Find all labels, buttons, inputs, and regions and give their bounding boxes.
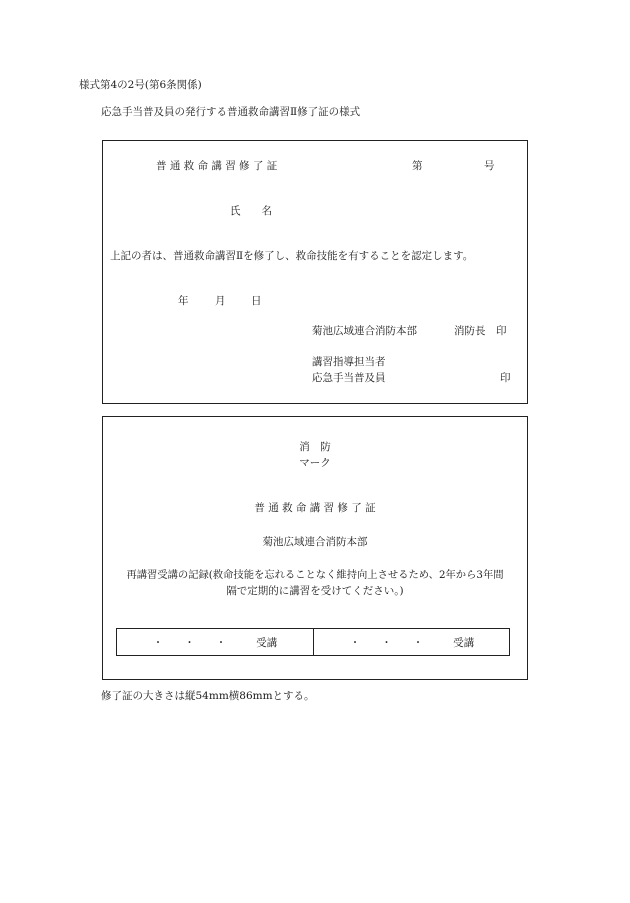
certification-statement: 上記の者は、普通救命講習Ⅱを修了し、救命技能を有することを認定します。	[110, 250, 474, 262]
fire-mark-line2: マーク	[299, 457, 331, 469]
renewal-record-table	[116, 628, 510, 656]
date-month: 月	[215, 295, 226, 307]
front-title: 普 通 救 命 講 習 修 了 証	[156, 160, 278, 172]
record-cell-1	[117, 629, 314, 655]
date-day: 日	[251, 295, 262, 307]
record-label-1: 受講	[256, 636, 278, 649]
issuer-title: 消防長 印	[454, 325, 507, 337]
record-label-2: 受講	[453, 636, 475, 649]
fire-mark-line1: 消 防	[299, 441, 331, 453]
form-subtitle: 応急手当普及員の発行する普通救命講習Ⅱ修了証の様式	[101, 106, 361, 118]
certificate-front	[102, 140, 528, 404]
renewal-note-line1: 再講習受講の記録(救命技能を忘れることなく維持向上させるため、2年から3年間	[126, 569, 504, 581]
instructor-seal: 印	[500, 372, 511, 384]
instructor-qualification: 応急手当普及員	[312, 372, 386, 384]
certificate-number-go: 号	[484, 160, 495, 172]
back-org: 菊池広域連合消防本部	[262, 536, 368, 548]
record-dots-1: ・ ・ ・	[152, 636, 227, 649]
renewal-note-line2: 隔で定期的に講習を受けてください。)	[226, 585, 404, 597]
record-dots-2: ・ ・ ・	[349, 636, 424, 649]
form-number: 様式第4の2号(第6条関係)	[79, 79, 202, 91]
certificate-back	[102, 416, 528, 680]
instructor-role: 講習指導担当者	[312, 356, 386, 368]
certificate-number-dai: 第	[412, 160, 423, 172]
issuer-org: 菊池広域連合消防本部	[312, 325, 417, 337]
name-label: 氏 名	[230, 205, 272, 217]
size-footnote: 修了証の大きさは縦54mm横86mmとする。	[101, 690, 315, 702]
record-cell-2	[314, 629, 510, 655]
date-year: 年	[178, 295, 189, 307]
back-title: 普 通 救 命 講 習 修 了 証	[254, 502, 376, 514]
